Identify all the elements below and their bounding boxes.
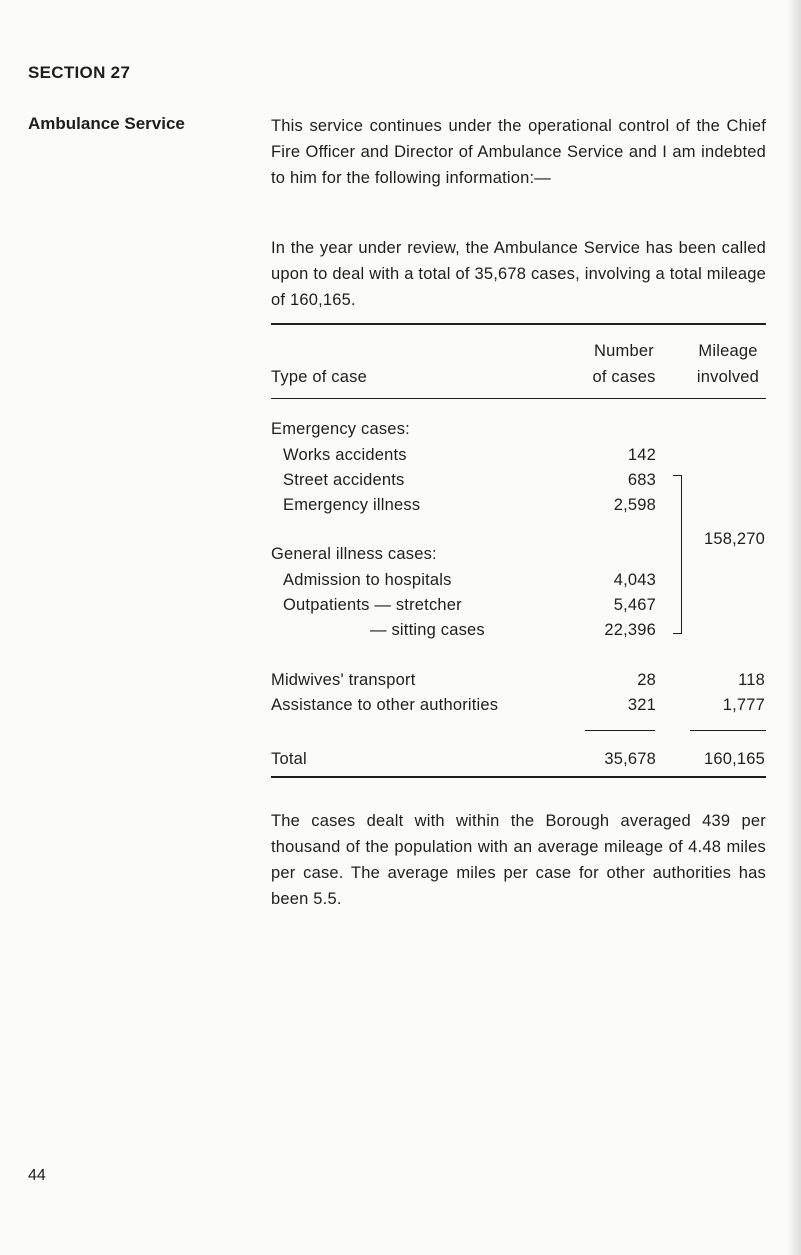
row-label: Admission to hospitals — [283, 571, 452, 589]
header-number-line1: Number — [594, 342, 654, 360]
page-edge-shadow — [787, 0, 801, 1255]
row-number: 22,396 — [604, 621, 656, 639]
intro-paragraph: This service continues under the operational control of the Chief Fire Officer and Director of Ambulance Service and I am indebted to him for the following information:— — [271, 117, 766, 187]
row-label: Works accidents — [283, 446, 407, 464]
row-label: Midwives' transport — [271, 671, 416, 689]
total-mileage: 160,165 — [703, 750, 765, 768]
row-number: 28 — [637, 671, 656, 689]
page-number: 44 — [28, 1167, 46, 1184]
row-number: 142 — [627, 446, 656, 464]
row-number: 321 — [627, 696, 656, 714]
header-number-line2: of cases — [592, 368, 656, 386]
section-title: SECTION 27 — [28, 63, 131, 82]
row-label: Street accidents — [283, 471, 405, 489]
table-bottom-rule — [271, 776, 766, 778]
row-mileage: 1,777 — [722, 696, 765, 714]
row-label: Emergency illness — [283, 496, 421, 514]
subtotal-rule-number — [585, 730, 655, 731]
header-rule — [271, 398, 766, 399]
header-mileage-line2: involved — [696, 368, 760, 386]
grouping-bracket — [673, 475, 682, 634]
row-number: 2,598 — [613, 496, 656, 514]
row-number: 4,043 — [613, 571, 656, 589]
summary-paragraph: In the year under review, the Ambulance Service has been called upon to deal with a total of 35,678 cases, involving a total mileage of 160,165. — [271, 239, 766, 309]
row-number: 5,467 — [613, 596, 656, 614]
closing-paragraph: The cases dealt with within the Borough averaged 439 per thousand of the population with an average mileage of 4.48 miles per case. The average miles per case for other authorities has been 5.5. — [271, 812, 766, 908]
row-label: Outpatients — stretcher — [283, 596, 462, 614]
total-number: 35,678 — [604, 750, 656, 768]
row-label: Assistance to other authorities — [271, 696, 499, 714]
general-heading: General illness cases: — [271, 545, 437, 563]
side-heading: Ambulance Service — [28, 114, 185, 133]
table-top-rule — [271, 323, 766, 325]
row-mileage: 118 — [738, 671, 765, 689]
total-label: Total — [271, 750, 307, 768]
header-type-of-case: Type of case — [271, 368, 367, 386]
grouped-mileage: 158,270 — [703, 530, 765, 548]
subtotal-rule-mileage — [690, 730, 766, 731]
row-label: — sitting cases — [370, 621, 485, 639]
emergency-heading: Emergency cases: — [271, 420, 410, 438]
row-number: 683 — [627, 471, 656, 489]
header-mileage-line1: Mileage — [698, 342, 758, 360]
